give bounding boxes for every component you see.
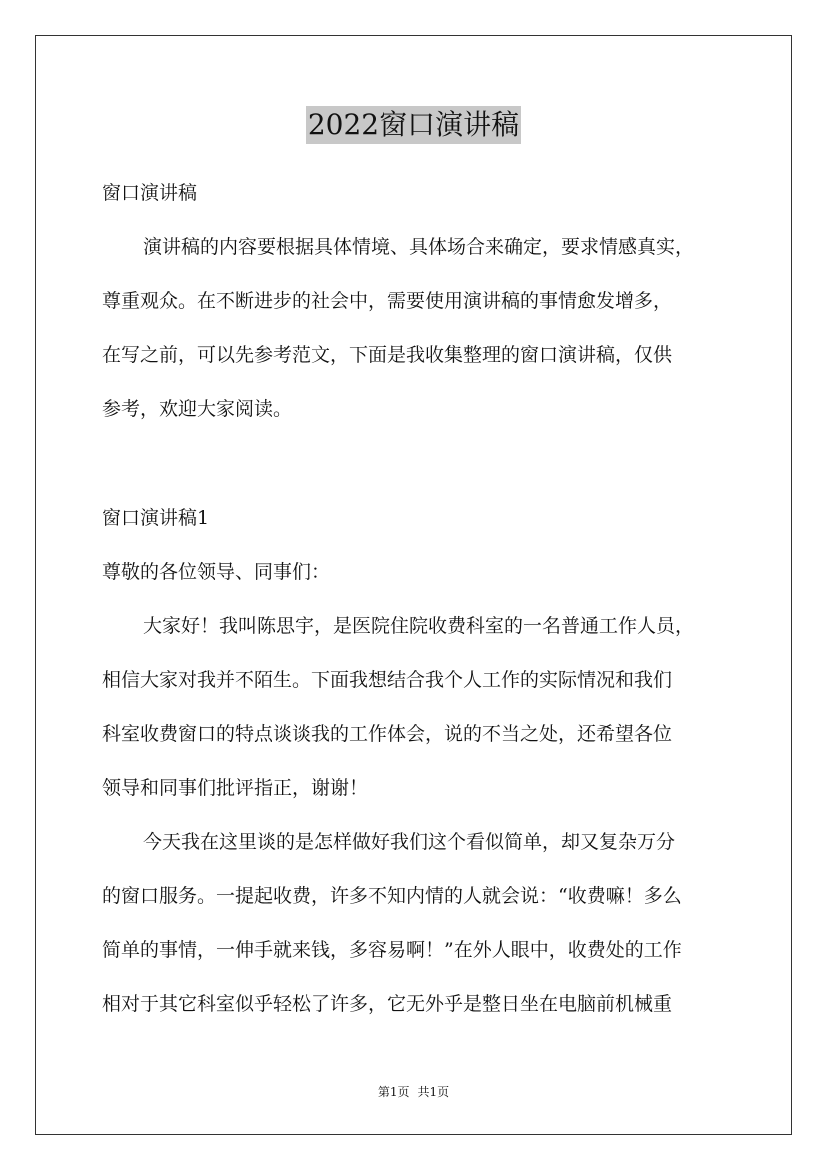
section-heading: 窗口演讲稿 [102,182,198,204]
section-heading: 窗口演讲稿1 [102,507,210,529]
paragraph-line: 今天我在这里谈的是怎样做好我们这个看似简单，却又复杂万分 [143,831,676,853]
paragraph-line: 领导和同事们批评指正，谢谢！ [102,777,369,799]
page-number: 第1页 [377,1085,410,1099]
paragraph-line: 参考，欢迎大家阅读。 [102,398,293,420]
paragraph-line: 大家好！我叫陈思宇，是医院住院收费科室的一名普通工作人员， [143,615,695,637]
page-total: 共1页 [417,1085,450,1099]
page-footer [0,1083,827,1100]
paragraph-line: 的窗口服务。一提起收费，许多不知内情的人就会说：“收费嘛！多么 [102,885,682,907]
paragraph-line: 相对于其它科室似乎轻松了许多，它无外乎是整日坐在电脑前机械重 [102,993,673,1015]
paragraph-line: 演讲稿的内容要根据具体情境、具体场合来确定，要求情感真实， [143,236,695,258]
paragraph-line: 简单的事情，一伸手就来钱，多容易啊！”在外人眼中，收费处的工作 [102,939,682,961]
document-title: 2022窗口演讲稿 [0,104,827,144]
paragraph-line: 相信大家对我并不陌生。下面我想结合我个人工作的实际情况和我们 [102,669,673,691]
paragraph-line: 科室收费窗口的特点谈谈我的工作体会，说的不当之处，还希望各位 [102,723,673,745]
paragraph-line: 在写之前，可以先参考范文，下面是我收集整理的窗口演讲稿，仅供 [102,344,673,366]
salutation: 尊敬的各位领导、同事们： [102,561,331,583]
paragraph-line: 尊重观众。在不断进步的社会中，需要使用演讲稿的事情愈发增多， [102,290,673,312]
